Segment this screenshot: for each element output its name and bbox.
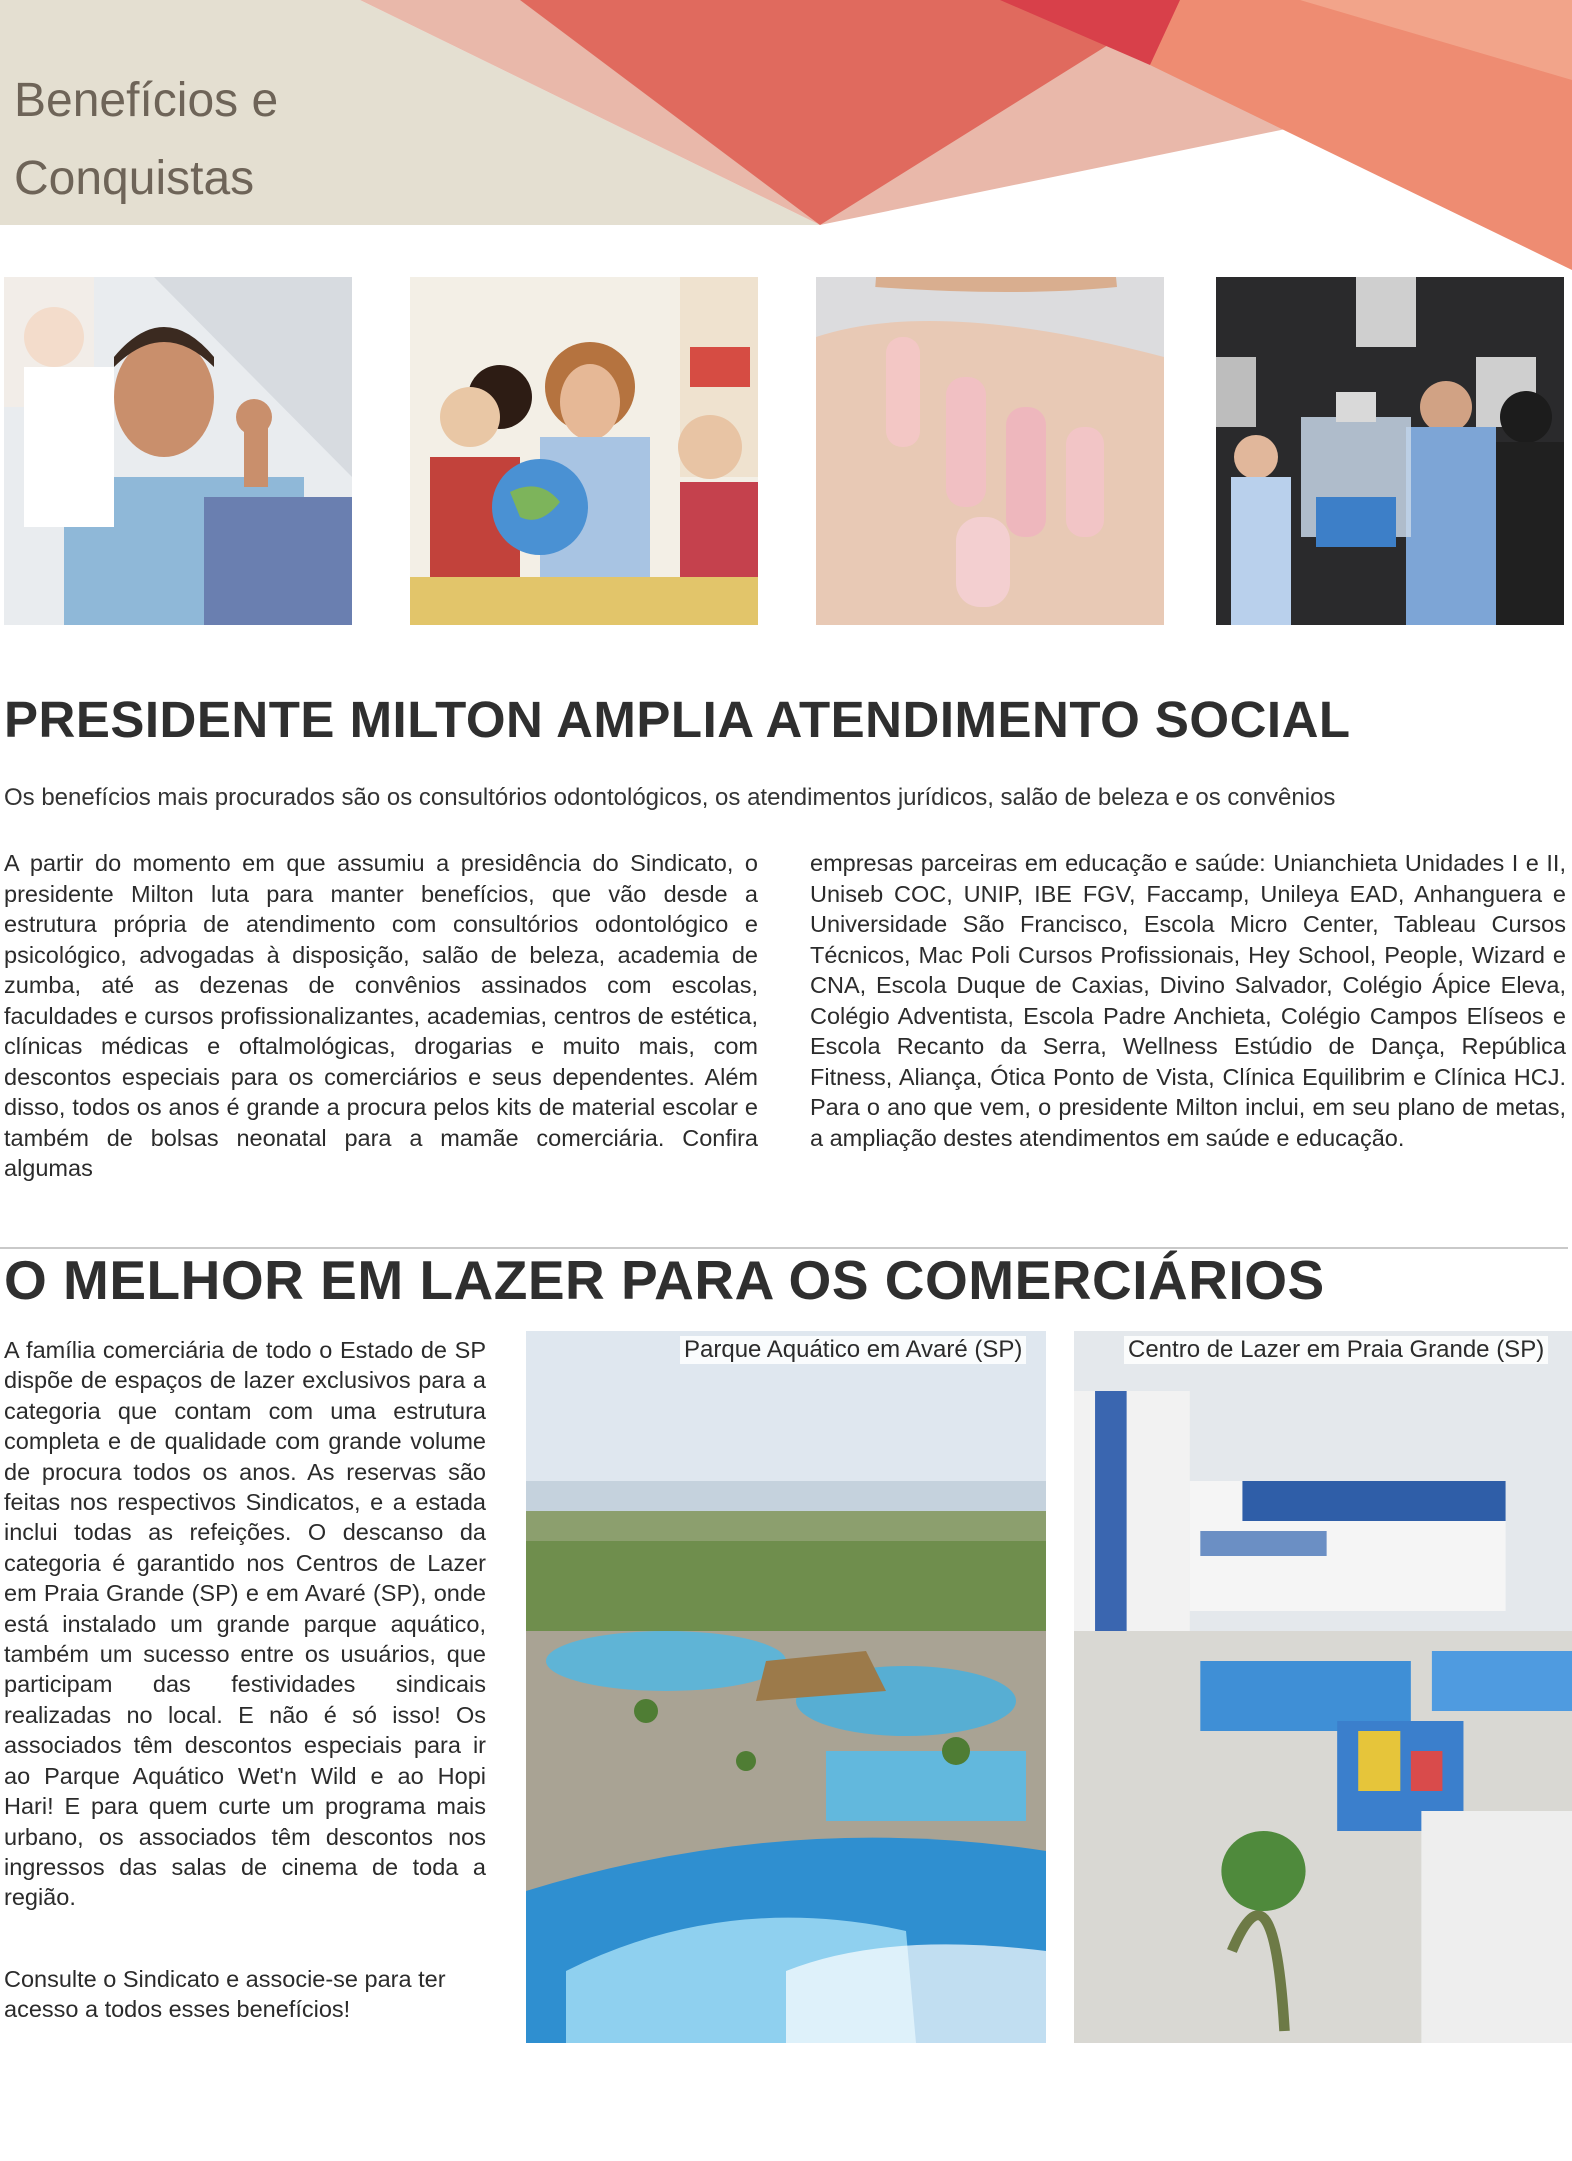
section-title-line2: Conquistas xyxy=(14,152,255,205)
photo-manicure xyxy=(816,277,1164,625)
photo-avare-water-park xyxy=(526,1331,1046,2043)
article2-body: A família comerciária de todo o Estado de SP dispõe de espaços de lazer exclusivos para a categoria que contam com uma estrutura completa e de qualidade com grande volume de procura todos os anos. As reservas são feitas nos respectivos Sindicatos, e a estada inclui todas as refeições. O descanso da categoria é garantido nos Centros de Lazer em Praia Grande (SP) e em Avaré (SP), onde está instalado um grande parque aquático, também um sucesso entre os usuários, que participam das festividades sindicais realizadas no local. E não é só isso! Os associados têm descontos especiais para ir ao Parque Aquático Wet'n Wild e ao Hopi Hari! E para quem curte um programa mais urbano, os associados têm descontos nos ingressos das salas de cinema de toda a região. xyxy=(4,1337,486,1911)
section-title xyxy=(14,62,434,218)
photo-dentist xyxy=(4,277,352,625)
article1-title: PRESIDENTE MILTON AMPLIA ATENDIMENTO SOCIAL xyxy=(4,691,1351,748)
caption-avare: Parque Aquático em Avaré (SP) xyxy=(680,1336,1026,1364)
article1-body-right: empresas parceiras em educação e saúde: Unianchieta Unidades I e II, Uniseb COC, UNIP, IBE FGV, Faccamp, Unileya EAD, Anhanguera e Universidade São Francisco, Escola Micro Center, Tableau Cursos Técnicos, Mac Poli Cursos Profissionais, Hey School, People, Wizard e CNA, Escola Duque de Caxias, Divino Salvador, Colégio Ápice Eleva, Colégio Adventista, Escola Padre Anchieta, Colégio Campos Elíseos e Escola Recanto da Serra, Wellness Estúdio de Dança, República Fitness, Aliança, Ótica Ponto de Vista, Clínica Equilibrim e Clínica HCJ. Para o ano que vem, o presidente Milton inclui, em seu plano de metas, a ampliação destes atendimentos em saúde e educação. xyxy=(810,850,1566,1151)
photo-praia-grande xyxy=(1074,1331,1572,2043)
photo-kit-delivery xyxy=(1216,277,1564,625)
caption-praia-grande: Centro de Lazer em Praia Grande (SP) xyxy=(1124,1336,1548,1364)
article2-title: O MELHOR EM LAZER PARA OS COMERCIÁRIOS xyxy=(4,1249,1325,1311)
section-title-line1: Benefícios e xyxy=(14,74,279,127)
article2-closing: Consulte o Sindicato e associe-se para ter acesso a todos esses benefícios! xyxy=(4,1966,446,2023)
photo-teacher-globe xyxy=(410,277,758,625)
article1-subtitle: Os benefícios mais procurados são os consultórios odontológicos, os atendimentos jurídicos, salão de beleza e os convênios xyxy=(4,784,1336,811)
article1-body-left: A partir do momento em que assumiu a presidência do Sindicato, o presidente Milton luta para manter benefícios, que vão desde a estrutura própria de atendimento com consultórios odontológico e psicológico, advogadas à disposição, salão de beleza, academia de zumba, até as dezenas de convênios assinados com escolas, faculdades e cursos profissionalizantes, academias, centros de estética, clínicas médicas e oftalmológicas, drogarias e muito mais, com descontos especiais para os comerciários e seus dependentes. Além disso, todos os anos é grande a procura pelos kits de material escolar e também de bolsas neonatal para a mamãe comerciária. Confira algumas xyxy=(4,850,758,1181)
